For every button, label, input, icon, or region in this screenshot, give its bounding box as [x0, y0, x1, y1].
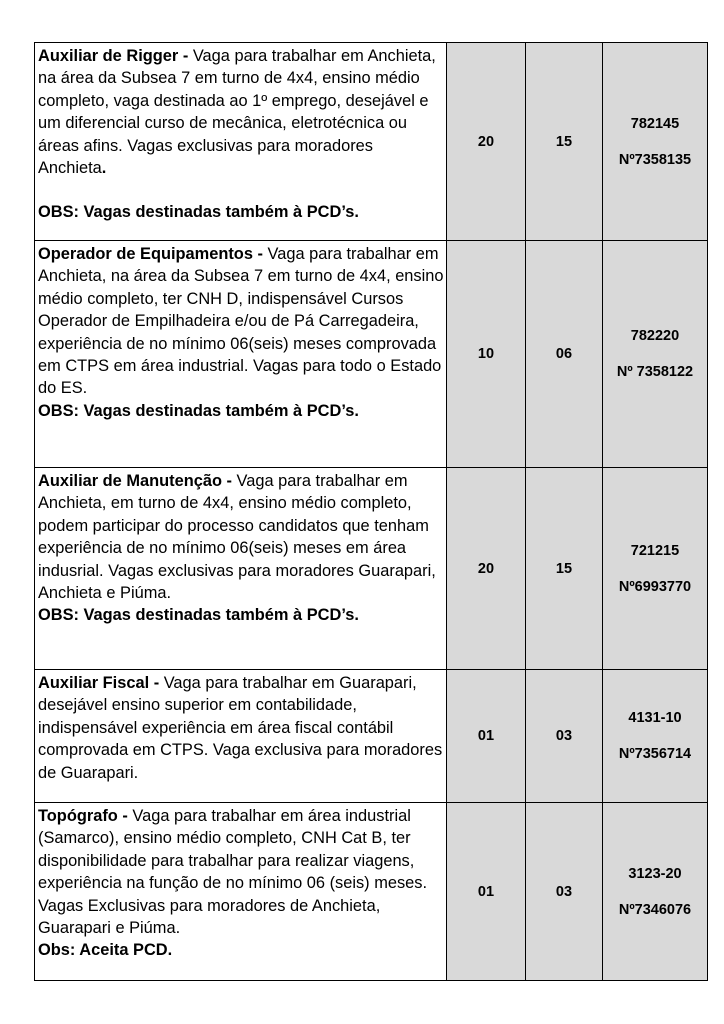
job-obs: OBS: Vagas destinadas também à PCD’s.	[38, 606, 359, 625]
job-description: Vaga para trabalhar em Anchieta, na área da Subsea 7 em turno de 4x4, ensino médio completo, vaga destinada ao 1º emprego, desejável e um diferencial curso de mecânica, eletrotécnica ou áreas afins. Vagas exclusivas para moradores Anchieta	[38, 47, 436, 178]
job-obs: OBS: Vagas destinadas também à PCD’s.	[38, 401, 359, 420]
second-count-cell: 03	[526, 803, 603, 981]
vacancies-cell: 20	[447, 468, 526, 670]
job-title: Auxiliar de Rigger -	[38, 47, 189, 65]
cbo-code: 721215	[630, 542, 680, 559]
job-openings-table	[34, 42, 708, 981]
job-description-tail: .	[101, 159, 107, 178]
table-row	[35, 468, 708, 670]
job-description: Vaga para trabalhar em área industrial (Samarco), ensino médio completo, CNH Cat B, ter disponibilidade para trabalhar para realizar viagens, experiência na função de no mínimo 06 (seis) meses. Vagas Exclusivas para moradores de Anchieta, Guarapari e Piúma.	[38, 807, 428, 938]
cbo-code: 782145	[630, 115, 680, 132]
vacancy-number: Nº7346076	[618, 901, 692, 918]
code-cell	[603, 670, 708, 803]
table-row	[35, 670, 708, 803]
cbo-code: 782220	[630, 328, 680, 344]
second-count-cell: 15	[526, 468, 603, 670]
vacancy-number: Nº7358135	[618, 151, 692, 168]
vacancies-cell: 01	[447, 670, 526, 803]
vacancy-number: Nº6993770	[618, 578, 692, 595]
job-obs: Obs: Aceita PCD.	[38, 941, 173, 960]
code-cell	[603, 241, 708, 468]
table-row	[35, 241, 708, 468]
vacancies-cell: 01	[447, 803, 526, 981]
job-title: Topógrafo -	[38, 807, 128, 825]
vacancies-cell: 10	[447, 241, 526, 468]
code-cell	[603, 803, 708, 981]
job-description-cell	[35, 43, 447, 241]
code-cell	[603, 43, 708, 241]
vacancies-cell: 20	[447, 43, 526, 241]
second-count-cell: 06	[526, 241, 603, 468]
vacancy-number: Nº 7358122	[616, 364, 694, 380]
job-title: Auxiliar Fiscal -	[38, 674, 160, 692]
job-title: Auxiliar de Manutenção -	[38, 472, 232, 490]
second-count-cell: 15	[526, 43, 603, 241]
code-cell	[603, 468, 708, 670]
job-obs: OBS: Vagas destinadas também à PCD’s.	[38, 203, 359, 222]
job-description: Vaga para trabalhar em Anchieta, na área da Subsea 7 em turno de 4x4, ensino médio completo, ter CNH D, indispensável Cursos Operador de Empilhadeira e/ou de Pá Carregadeira, experiência de no mínimo 06(seis) meses comprovada em CTPS em área industrial. Vagas para todo o Estado do ES.	[38, 245, 444, 398]
job-description-cell	[35, 241, 447, 468]
job-description-cell	[35, 803, 447, 981]
table-row	[35, 43, 708, 241]
second-count-cell: 03	[526, 670, 603, 803]
job-description-cell	[35, 468, 447, 670]
cbo-code: 4131-10	[628, 710, 682, 726]
cbo-code: 3123-20	[628, 865, 682, 882]
job-title: Operador de Equipamentos -	[38, 245, 263, 263]
job-description: Vaga para trabalhar em Guarapari, desejável ensino superior em contabilidade, indispensável experiência em área fiscal contábil comprovada em CTPS. Vaga exclusiva para moradores de Guarapari.	[38, 674, 443, 782]
job-description: Vaga para trabalhar em Anchieta, em turno de 4x4, ensino médio completo, podem participar do processo candidatos que tenham experiência de no mínimo 06(seis) meses em área indusrial. Vagas exclusivas para moradores Guarapari, Anchieta e Piúma.	[38, 472, 436, 603]
table-row	[35, 803, 708, 981]
job-description-cell	[35, 670, 447, 803]
vacancy-number: Nº7356714	[618, 746, 692, 762]
